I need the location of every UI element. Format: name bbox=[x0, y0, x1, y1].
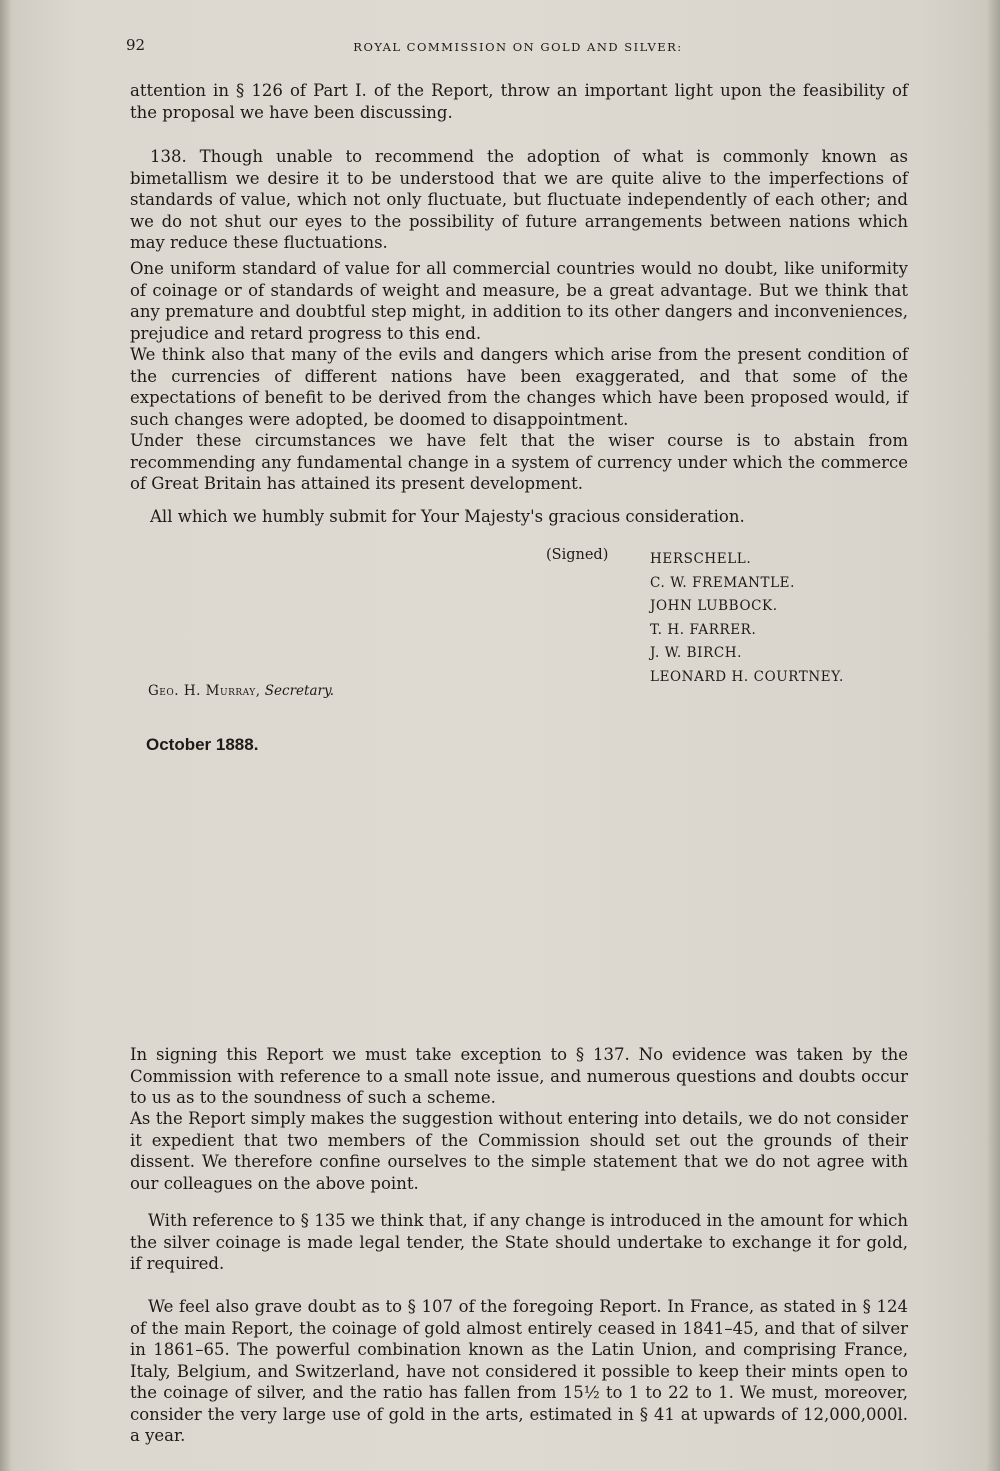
page-edge-shadow bbox=[986, 0, 1000, 1471]
secretary-name: Geo. H. Murray, bbox=[148, 683, 261, 699]
note-paragraph-4: We feel also grave doubt as to § 107 of the foregoing Report. In France, as stated in § 124 of the main Report, the coinage of gold almost entirely ceased in 1841–45, and that of silver in 1861–65. The powerful combination known as the Latin Union, and comprising France, Italy, Belgium, and Switzerland, have not considered it possible to keep their mints open to the coinage of silver, and the ratio has fallen from 15½ to 1 to 22 to 1. We must, moreover, consider the very large use of gold in the arts, estimated in § 41 at upwards of 12,000,000l. a year. bbox=[130, 1297, 908, 1445]
page-number: 92 bbox=[126, 36, 146, 54]
signed-label: (Signed) bbox=[546, 547, 609, 563]
note-paragraph-1: In signing this Report we must take exception to § 137. No evidence was taken by the Commission with reference to a small note issue, and numerous questions and doubts occur to us as to the soundness of such a scheme. bbox=[130, 1045, 908, 1107]
signatory-list bbox=[650, 548, 844, 689]
signatory-name: C. W. FREMANTLE. bbox=[650, 574, 796, 591]
signatory-name: J. W. BIRCH. bbox=[650, 645, 743, 661]
signatory-name: T. H. FARRER. bbox=[650, 621, 757, 638]
page-header bbox=[126, 36, 910, 60]
note-paragraph-2: As the Report simply makes the suggestion without entering into details, we do not consider it expedient that two members of the Commission should set out the grounds of their dissent. We therefore confine ourselves to the simple statement that we do not agree with our colleagues on the above point. bbox=[130, 1109, 908, 1193]
secretary-title: Secretary. bbox=[264, 683, 335, 699]
report-date: October 1888. bbox=[146, 735, 259, 754]
running-head: ROYAL COMMISSION ON GOLD AND SILVER: bbox=[353, 40, 683, 54]
report-paragraph-evils: We think also that many of the evils and dangers which arise from the present condition of the currencies of different nations have been exaggerated, and that some of the expectations of benefit to be derived from the changes which have been proposed would, if such changes were adopted, be doomed to disappointment. bbox=[130, 345, 908, 429]
report-paragraph-circumstances: Under these circumstances we have felt that the wiser course is to abstain from recommending any fundamental change in a system of currency under which the commerce of Great Britain has attained its present development. bbox=[130, 431, 908, 493]
signatory-name: JOHN LUBBOCK. bbox=[650, 598, 778, 614]
report-paragraph-uniform-standard: One uniform standard of value for all commercial countries would no doubt, like uniformity of coinage or of standards of weight and measure, be a great advantage. But we think that any premature and doubtful step might, in addition to its other dangers and inconveniences, prejudice and retard progress to this end. bbox=[130, 259, 908, 343]
report-paragraph-138: 138. Though unable to recommend the adoption of what is commonly known as bimetallism we desire it to be understood that we are quite alive to the imperfections of standards of value, which not only fluctuate, but fluctuate independently of each other; and we do not shut our eyes to the possibility of future arrangements between nations which may reduce these fluctuations. bbox=[130, 147, 908, 252]
report-closing: All which we humbly submit for Your Majesty's gracious consideration. bbox=[150, 507, 745, 526]
signatory-name: LEONARD H. COURTNEY. bbox=[650, 668, 844, 685]
secretary-line bbox=[148, 683, 334, 699]
page-binding-shadow bbox=[0, 0, 12, 1471]
signatory-name: HERSCHELL. bbox=[650, 551, 752, 567]
report-paragraph-1: attention in § 126 of Part I. of the Report, throw an important light upon the feasibility of the proposal we have been discussing. bbox=[130, 81, 908, 122]
note-paragraph-3: With reference to § 135 we think that, if any change is introduced in the amount for which the silver coinage is made legal tender, the State should undertake to exchange it for gold, if required. bbox=[130, 1211, 908, 1273]
